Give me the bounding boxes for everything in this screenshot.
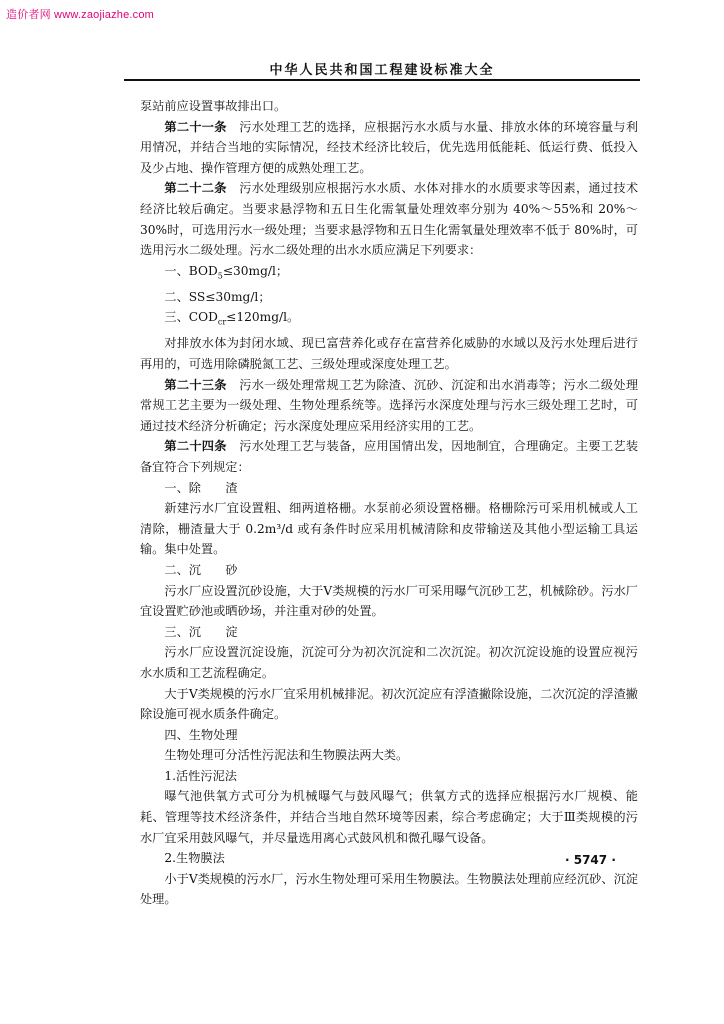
header-rule: [124, 79, 640, 81]
body-text: [140, 96, 638, 910]
article-text: 污水一级处理常规工艺为除渣、沉砂、沉淀和出水消毒等；污水二级处理常规工艺主要为一级处理、生物处理系统等。选择污水深度处理与污水三级处理工艺时，可通过技术经济分析确定；污水深度处理应采用经济实用的工艺。: [140, 377, 639, 433]
subsection-heading: 1.活性污泥法: [164, 768, 237, 783]
article-heading: 第二十二条: [164, 181, 227, 196]
page-number: · 5747 ·: [565, 853, 616, 867]
watermark-text: 造价者网 www.zaojiazhe.com: [6, 9, 155, 21]
article-24: [140, 436, 638, 477]
subsection-heading: 2.生物膜法: [164, 851, 225, 866]
article-text: 污水处理工艺与装备，应用国情出发，因地制宜，合理确定。主要工艺装备宜符合下列规定：: [140, 439, 639, 474]
paragraph: 对排放水体为封闭水域、现已富营养化或存在富营养化威胁的水域以及污水处理后进行再用的，可选用除磷脱氮工艺、三级处理或深度处理工艺。: [140, 336, 638, 371]
paragraph: 曝气池供氧方式可分为机械曝气与鼓风曝气；供氧方式的选择应根据污水厂规模、能耗、管理等技术经济条件，并结合当地自然环境等因素，综合考虑确定；大于Ⅲ类规模的污水厂宜采用鼓风曝气，并尽量选用离心式鼓风机和微孔曝气设备。: [140, 789, 638, 845]
paragraph: 新建污水厂宜设置粗、细两道格栅。水泵前必须设置格栅。格栅除污可采用机械或人工清除，栅渣量大于 0.2m³/d 或有条件时应采用机械清除和皮带输送及其他小型运输工具运输。集中处置。: [140, 501, 638, 557]
article-heading: 第二十三条: [164, 377, 227, 392]
requirement-bod: 一、$BOD_5\le 30mg/l$；: [164, 263, 289, 281]
paragraph: 污水厂应设置沉砂设施，大于Ⅴ类规模的污水厂可采用曝气沉砂工艺，机械除砂。污水厂宜设置贮砂池或晒砂场，并注重对砂的处置。: [140, 583, 638, 619]
article-22: [140, 178, 638, 260]
requirement-cod: 三、$COD_{cr}\le 120mg/l$。: [164, 310, 300, 327]
article-text: 污水处理级别应根据污水水质、水体对排水的水质要求等因素，通过技术经济比较后确定。当要求悬浮物和五日生化需氧量处理效率分别为 40%～55%和 20%～30%时，可选用污水一级处理；当要求悬浮物和五日生化需氧量处理效率不低于 80%时，可选用污水二级处理。污水二级处理的出水水质应满足下列要求：: [140, 181, 639, 258]
section-heading: 一、除 渣: [164, 480, 238, 495]
paragraph: 小于Ⅴ类规模的污水厂，污水生物处理可采用生物膜法。生物膜法处理前应经沉砂、沉淀处理。: [140, 871, 638, 907]
section-heading: 四、生物处理: [164, 727, 238, 742]
article-23: [140, 375, 638, 437]
article-heading: 第二十四条: [164, 439, 227, 454]
section-heading: 三、沉 淀: [164, 624, 238, 639]
article-text: 污水处理工艺的选择，应根据污水水质与水量、排放水体的环境容量与利用情况，并结合当地的实际情况，经技术经济比较后，优先选用低能耗、低运行费、低投入及少占地、操作管理方便的成熟处理工艺。: [140, 119, 639, 175]
paragraph: 污水厂应设置沉淀设施，沉淀可分为初次沉淀和二次沉淀。初次沉淀设施的设置应视污水水质和工艺流程确定。: [140, 645, 638, 680]
paragraph: 生物处理可分活性污泥法和生物膜法两大类。: [164, 748, 409, 763]
requirement-ss: 二、SS≤30mg/l；: [164, 289, 271, 304]
article-heading: 第二十一条: [164, 119, 227, 134]
article-21: [140, 117, 638, 179]
paragraph: 泵站前应设置事故排出口。: [140, 99, 287, 113]
paragraph: 大于Ⅴ类规模的污水厂宜采用机械排泥。初次沉淀应有浮渣撇除设施，二次沉淀的浮渣撇除设施可视水质条件确定。: [140, 686, 638, 722]
section-heading: 二、沉 砂: [164, 562, 238, 577]
running-header: 中华人民共和国工程建设标准大全: [269, 63, 495, 78]
